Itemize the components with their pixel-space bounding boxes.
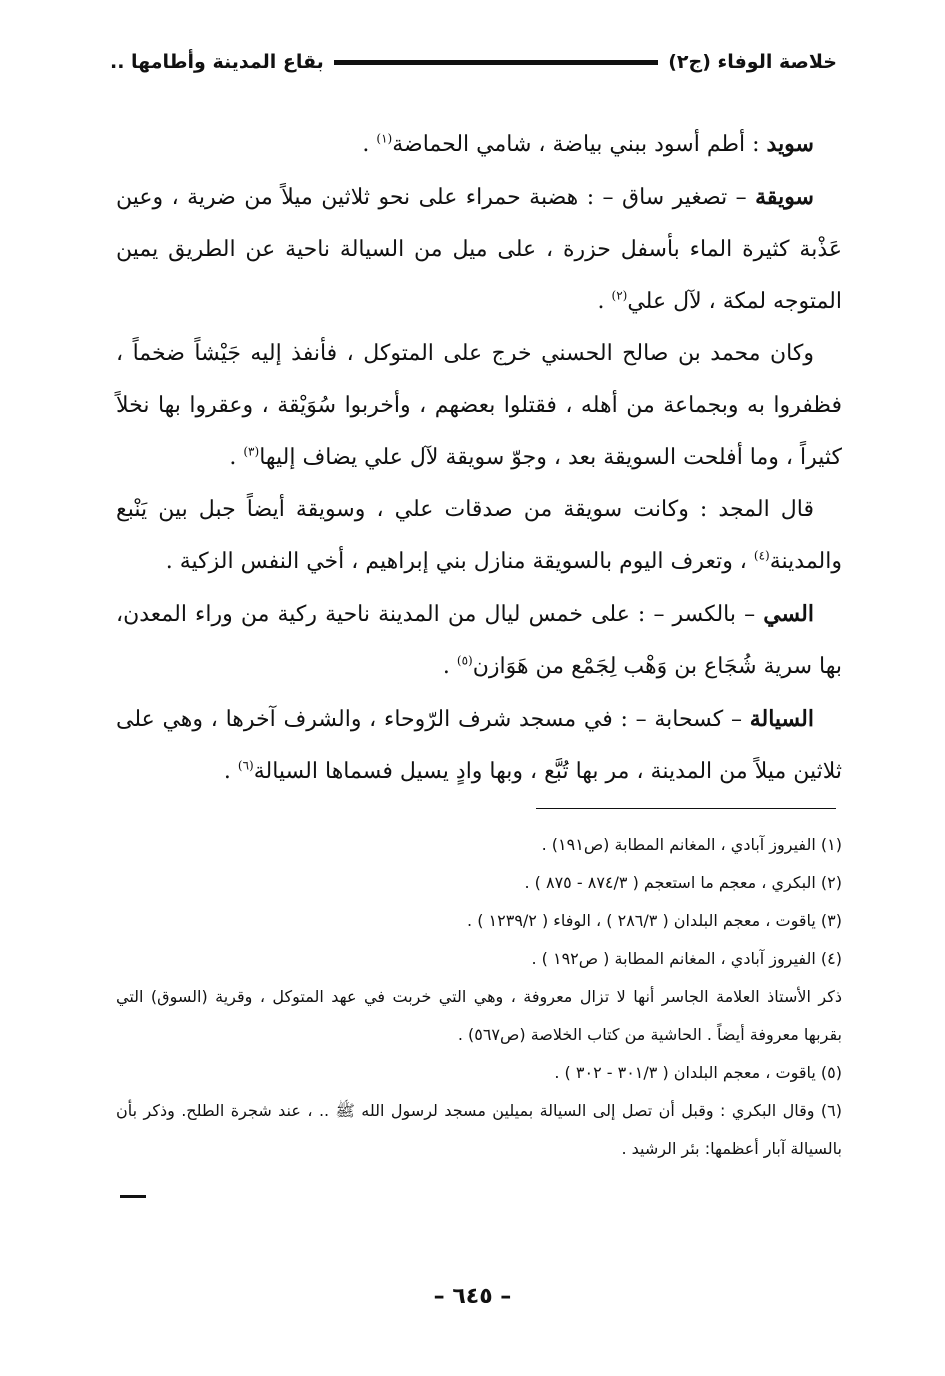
footnote-separator xyxy=(536,808,836,809)
section-title: بقاع المدينة وأطامها .. xyxy=(110,51,324,73)
entry-term: سويد xyxy=(766,131,814,157)
footnote-4: (٤) الفيروز آبادي ، المغانم المطابة ( ص١٩٢ ) . xyxy=(531,949,842,968)
punctuation: . xyxy=(229,445,244,470)
entry-term: السيالة xyxy=(749,706,814,732)
entry-suwayqa xyxy=(116,171,842,328)
entry-term: السي xyxy=(763,601,814,627)
footnote-3: (٣) ياقوت ، معجم البلدان ( ٢٨٦/٣ ) ، الوفاء ( ١٢٣٩/٢ ) . xyxy=(467,911,842,930)
entry-suwayd xyxy=(116,118,842,171)
paragraph-majd xyxy=(116,484,842,588)
footnote-ref[interactable]: (١) xyxy=(376,131,393,146)
entry-definition: – تصغير ساق – : هضبة حمراء على نحو ثلاثين ميلاً من ضرية ، وعين عَذْبة كثيرة الماء بأسفل حزرة ، على ميل من السيالة ناحية عن الطريق يمين المتوجه لمكة ، لآل علي xyxy=(116,185,842,314)
footnote-ref[interactable]: (٦) xyxy=(237,758,254,773)
footnote-2: (٢) البكري ، معجم ما استعجم ( ٨٧٤/٣ - ٨٧٥ ) . xyxy=(524,873,842,892)
entry-definition: – بالكسر – : على خمس ليال من المدينة ناحية ركية من وراء المعدن، بها سرية شُجَاع بن وَهْب لِجَمْع من هَوَازن xyxy=(116,602,842,679)
punctuation: . xyxy=(223,759,238,784)
punctuation: . xyxy=(362,132,377,157)
footnote-6: (٦) وقال البكري : وقبل أن تصل إلى السيالة بميلين مسجد لرسول الله ﷺ .. ، عند شجرة الطلح. وذكر بأن بالسيالة آبار أعظمها: بئر الرشيد . xyxy=(116,1101,842,1158)
paragraph-text: ، وتعرف اليوم بالسويقة منازل بني إبراهيم ، أخي النفس الزكية . xyxy=(165,549,754,574)
footnote-1: (١) الفيروز آبادي ، المغانم المطابة (ص١٩١) . xyxy=(541,835,842,854)
punctuation: . xyxy=(442,654,457,679)
entry-term: سويقة xyxy=(755,184,814,210)
footnote-ref[interactable]: (٢) xyxy=(611,288,628,303)
footnote-ref[interactable]: (٤) xyxy=(753,548,770,563)
punctuation: . xyxy=(597,289,612,314)
entry-definition: – كسحابة – : في مسجد شرف الرّوحاء ، والشرف آخرها ، وهي على ثلاثين ميلاً من المدينة ، مر بها تُبَّع ، وبها وادٍ يسيل فسماها السيالة xyxy=(116,707,842,784)
book-title: خلاصة الوفاء (ج٢) xyxy=(668,51,837,73)
footnote-5: (٥) ياقوت ، معجم البلدان ( ٣٠١/٣ - ٣٠٢ ) . xyxy=(554,1063,842,1082)
paragraph-text: قال المجد : وكانت سويقة من صدقات علي ، وسويقة أيضاً جبل بين يَنْبع والمدينة xyxy=(116,497,842,574)
footnote-4-note: ذكر الأستاذ العلامة الجاسر أنها لا تزال معروفة ، وهي التي خربت في عهد المتوكل ، وقرية (السوق) التي بقربها معروفة أيضاً . الحاشية من كتاب الخلاصة (ص٥٦٧) . xyxy=(116,987,842,1044)
running-header xyxy=(110,44,837,80)
entry-definition: : أطم أسود ببني بياضة ، شامي الحماضة xyxy=(392,132,760,157)
main-text xyxy=(116,118,842,798)
entry-assayala xyxy=(116,693,842,798)
footnote-ref[interactable]: (٥) xyxy=(456,653,473,668)
paragraph-text: وكان محمد بن صالح الحسني خرج على المتوكل ، فأنفذ إليه جَيْشاً ضخماً ، فظفروا به وبجماعة من أهله ، فقتلوا بعضهم ، وأخربوا سُوَيْقة ، وعقروا بها نخلاً كثيراً ، وما أفلحت السويقة بعد ، وجوّ سويقة لآل علي يضاف إليها xyxy=(116,341,842,470)
continuation-dash xyxy=(120,1195,146,1198)
page-number: – ٦٤٥ – xyxy=(433,1284,512,1309)
paragraph-history xyxy=(116,328,842,484)
footnote-ref[interactable]: (٣) xyxy=(243,444,260,459)
header-rule xyxy=(334,60,658,65)
footnotes xyxy=(116,826,842,1168)
entry-assi xyxy=(116,588,842,693)
